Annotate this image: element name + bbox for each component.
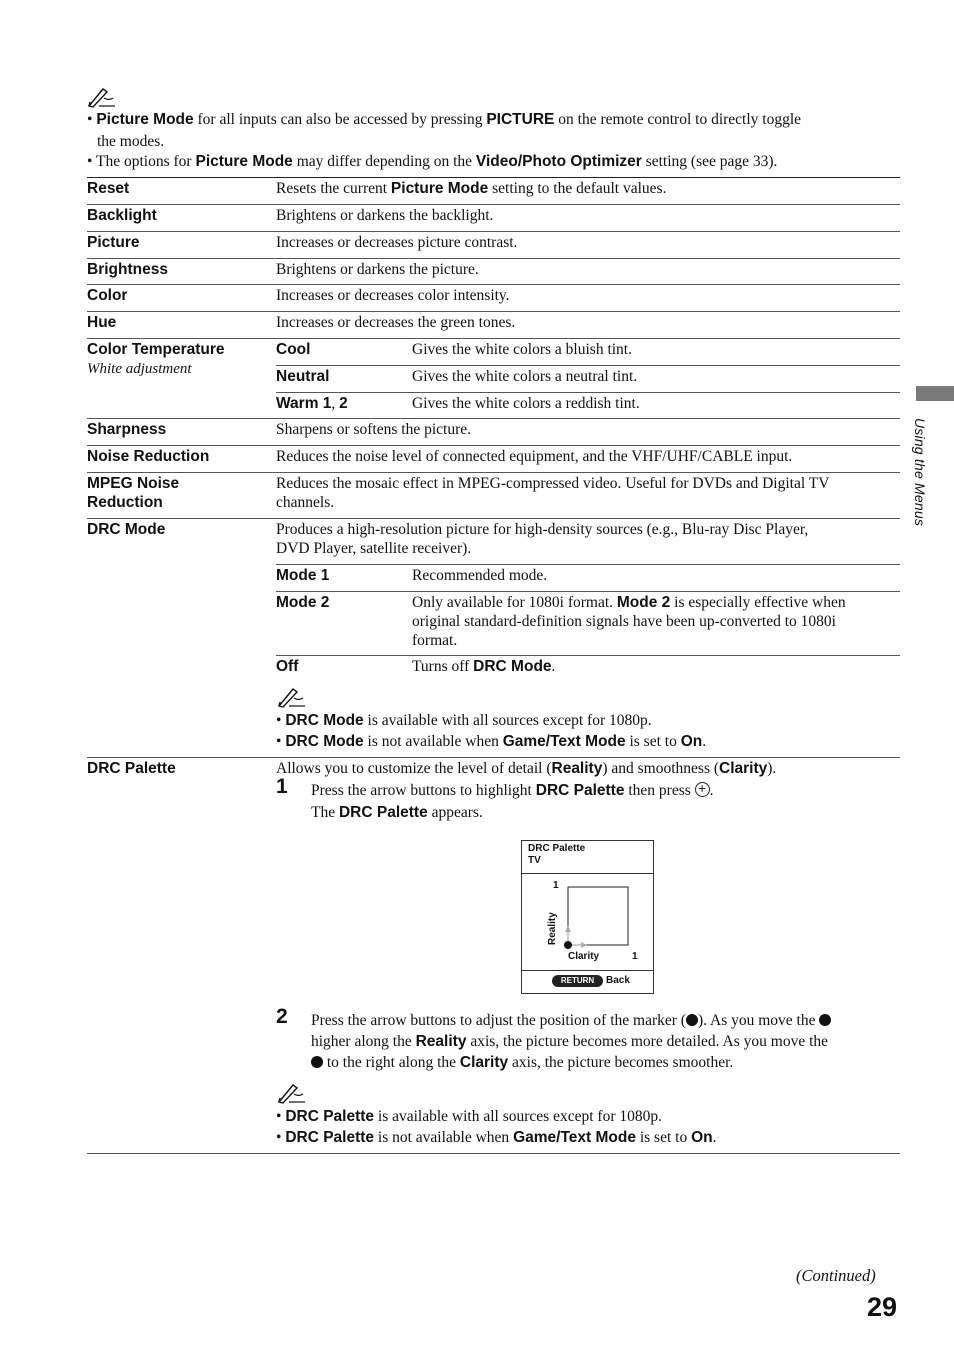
row-divider	[87, 418, 900, 419]
term-ref: Picture Mode	[96, 111, 194, 128]
note-text: .	[712, 1129, 717, 1146]
back-label: Back	[606, 975, 630, 986]
row-desc-hue: Increases or decreases the green tones.	[276, 314, 516, 331]
desc-text: ).	[767, 760, 777, 777]
option-neutral: Neutral	[276, 368, 330, 385]
desc-text: setting to the default values.	[488, 180, 667, 197]
step-1-result	[311, 803, 896, 823]
term-ref: DRC Palette	[535, 782, 625, 799]
note-text: is set to	[635, 1129, 692, 1146]
x-axis-label: Clarity	[568, 951, 600, 962]
note-text: is set to	[625, 733, 681, 750]
row-desc-drc-palette	[276, 759, 896, 779]
section-side-label	[914, 418, 934, 558]
row-desc-mpeg-cont: channels.	[276, 494, 335, 511]
term-ref: DRC Mode	[285, 712, 364, 729]
term-ref: Picture Mode	[195, 153, 293, 170]
option-warm-2: 2	[339, 395, 348, 412]
option-off-desc	[412, 657, 896, 677]
step-number-1: 1	[276, 775, 288, 798]
row-term-backlight: Backlight	[87, 207, 157, 224]
marker-dot-icon	[311, 1056, 323, 1068]
row-term-reset: Reset	[87, 180, 130, 197]
option-cool: Cool	[276, 341, 311, 358]
row-term-drc-palette: DRC Palette	[87, 760, 176, 777]
row-term-noise-reduction: Noise Reduction	[87, 448, 210, 465]
row-term-mpeg-noise-cont: Reduction	[87, 494, 163, 511]
drc-palette-note-1: • DRC Palette is available with all sources except for 1080p.	[276, 1108, 662, 1125]
desc-text: ) and smoothness (	[602, 760, 720, 777]
term-ref: DRC Palette	[285, 1129, 375, 1146]
note-text: may differ depending on the	[292, 153, 476, 170]
screen-footer-divider	[522, 970, 653, 971]
row-divider	[87, 284, 900, 285]
note-text: on the remote control to directly toggle	[554, 111, 802, 128]
term-ref: Clarity	[459, 1054, 509, 1071]
term-ref: DRC Palette	[285, 1108, 375, 1125]
section-tab-marker	[916, 386, 954, 401]
note-text: is not available when	[363, 733, 503, 750]
row-term-brightness: Brightness	[87, 261, 168, 278]
row-term-color: Color	[87, 287, 128, 304]
term-ref: Game/Text Mode	[513, 1129, 636, 1146]
row-divider	[87, 757, 900, 758]
step-1-text	[311, 781, 896, 801]
y-axis-max: 1	[553, 880, 559, 891]
row-term-hue: Hue	[87, 314, 117, 331]
row-desc-mpeg: Reduces the mosaic effect in MPEG-compressed video. Useful for DVDs and Digital TV	[276, 475, 830, 492]
y-axis-label: Reality	[547, 912, 558, 945]
note-text: for all inputs can also be accessed by pressing	[193, 111, 487, 128]
row-divider	[87, 518, 900, 519]
step-number-2: 2	[276, 1005, 288, 1028]
term-ref: Picture Mode	[390, 180, 489, 197]
term-ref: On	[680, 733, 703, 750]
row-desc-picture: Increases or decreases picture contrast.	[276, 234, 518, 251]
top-note-1-cont: the modes.	[97, 133, 165, 150]
step-2-line-2	[311, 1032, 896, 1052]
option-off: Off	[276, 658, 299, 675]
row-divider	[87, 472, 900, 473]
row-term-picture: Picture	[87, 234, 140, 251]
note-pencil-icon	[277, 686, 307, 708]
note-text: is available with all sources except for 1080p.	[363, 712, 652, 729]
screen-header	[528, 843, 585, 867]
separator: ,	[331, 395, 340, 412]
note-pencil-icon	[277, 1082, 307, 1104]
row-desc-drc-mode: Produces a high-resolution picture for high-density sources (e.g., Blu-ray Disc Player,	[276, 521, 809, 538]
palette-marker[interactable]	[564, 941, 572, 949]
option-warm-1: Warm 1	[276, 395, 332, 412]
option-mode-2: Mode 2	[276, 594, 330, 611]
top-note-2: • The options for Picture Mode may differ depending on the Video/Photo Optimizer setting (see page 33).	[87, 153, 778, 170]
option-warm	[276, 394, 406, 414]
side-label-text: Using the Menus	[912, 418, 928, 527]
row-desc-brightness: Brightens or darkens the picture.	[276, 261, 479, 278]
desc-text: Resets the current	[276, 180, 391, 197]
table-top-rule	[87, 177, 900, 178]
row-divider	[87, 311, 900, 312]
desc-text: .	[551, 658, 556, 675]
row-term-mpeg-noise: MPEG Noise	[87, 475, 180, 492]
note-text: is available with all sources except for 1080p.	[374, 1108, 662, 1125]
desc-text: Turns off	[412, 658, 474, 675]
page-number: 29	[867, 1292, 898, 1322]
table-bottom-rule	[87, 1153, 900, 1154]
step-2-line-1	[311, 1011, 896, 1031]
note-pencil-icon	[87, 86, 117, 108]
row-desc-noise-reduction: Reduces the noise level of connected equipment, and the VHF/UHF/CABLE input.	[276, 448, 793, 465]
subrow-divider	[276, 564, 900, 565]
step-text: to the right along the	[323, 1054, 460, 1071]
return-button[interactable]: RETURN	[552, 975, 603, 987]
term-ref: On	[691, 1129, 713, 1146]
enter-button-icon	[695, 782, 710, 797]
step-text: The	[311, 804, 339, 821]
step-text: Press the arrow buttons to highlight	[311, 782, 536, 799]
subrow-divider	[276, 365, 900, 366]
continued-label: (Continued)	[796, 1266, 876, 1285]
term-ref: Video/Photo Optimizer	[475, 153, 642, 170]
row-desc-backlight: Brightens or darkens the backlight.	[276, 207, 494, 224]
option-mode-2-desc-line2: original standard-definition signals have been up-converted to 1080i	[412, 613, 836, 630]
step-2-line-3	[311, 1053, 896, 1073]
row-divider	[87, 445, 900, 446]
option-cool-desc: Gives the white colors a bluish tint.	[412, 341, 632, 358]
desc-text: Only available for 1080i format.	[412, 594, 617, 611]
option-mode-1: Mode 1	[276, 567, 330, 584]
row-desc-color: Increases or decreases color intensity.	[276, 287, 510, 304]
step-text: appears.	[427, 804, 483, 821]
subrow-divider	[276, 591, 900, 592]
row-desc-drc-mode-cont: DVD Player, satellite receiver).	[276, 540, 472, 557]
term-ref: DRC Mode	[285, 733, 364, 750]
step-text: ). As you move the	[697, 1012, 820, 1029]
option-mode-2-desc-line3: format.	[412, 632, 458, 649]
term-ref: Mode 2	[616, 594, 671, 611]
row-divider	[87, 258, 900, 259]
row-term-drc-mode: DRC Mode	[87, 521, 166, 538]
step-text: Press the arrow buttons to adjust the position of the marker (	[311, 1012, 686, 1029]
subrow-divider	[276, 655, 900, 656]
row-term-color-temperature: Color Temperature	[87, 341, 225, 358]
step-text: axis, the picture becomes smoother.	[508, 1054, 734, 1071]
option-neutral-desc: Gives the white colors a neutral tint.	[412, 368, 638, 385]
step-text: .	[709, 782, 714, 799]
x-axis-max: 1	[632, 951, 638, 962]
row-divider	[87, 338, 900, 339]
note-text: The options for	[96, 153, 196, 170]
subrow-divider	[276, 392, 900, 393]
drc-palette-note-2: • DRC Palette is not available when Game/Text Mode is set to On.	[276, 1129, 717, 1146]
note-text: setting (see page 33).	[641, 153, 778, 170]
step-text: axis, the picture becomes more detailed. As you move the	[466, 1033, 829, 1050]
note-text: is not available when	[374, 1129, 514, 1146]
option-warm-desc: Gives the white colors a reddish tint.	[412, 395, 640, 412]
marker-dot-icon	[819, 1014, 831, 1026]
row-subtitle-white-adjustment: White adjustment	[87, 361, 192, 377]
drc-palette-screen	[521, 840, 654, 994]
marker-dot-icon	[686, 1014, 698, 1026]
row-divider	[87, 231, 900, 232]
term-ref: Reality	[415, 1033, 467, 1050]
note-text: .	[702, 733, 707, 750]
button-ref: PICTURE	[486, 111, 555, 128]
row-desc-sharpness: Sharpens or softens the picture.	[276, 421, 471, 438]
screen-source: TV	[528, 855, 541, 866]
desc-text: Allows you to customize the level of detail (	[276, 760, 552, 777]
option-mode-2-desc	[412, 593, 896, 613]
screen-title: DRC Palette	[528, 843, 586, 854]
term-ref: DRC Palette	[338, 804, 428, 821]
term-ref: Game/Text Mode	[502, 733, 626, 750]
drc-mode-note-1: • DRC Mode is available with all sources except for 1080p.	[276, 712, 652, 729]
step-text: then press	[624, 782, 695, 799]
drc-mode-note-2: • DRC Mode is not available when Game/Text Mode is set to On.	[276, 733, 707, 750]
row-term-sharpness: Sharpness	[87, 421, 167, 438]
option-mode-1-desc: Recommended mode.	[412, 567, 548, 584]
term-ref: DRC Mode	[473, 658, 552, 675]
top-note-1: • Picture Mode for all inputs can also be accessed by pressing PICTURE on the remote control to directly toggle	[87, 111, 802, 128]
step-text: higher along the	[311, 1033, 416, 1050]
term-ref: Clarity	[719, 760, 768, 777]
desc-text: is especially effective when	[670, 594, 846, 611]
row-divider	[87, 204, 900, 205]
row-desc-reset	[276, 179, 896, 199]
term-ref: Reality	[551, 760, 603, 777]
